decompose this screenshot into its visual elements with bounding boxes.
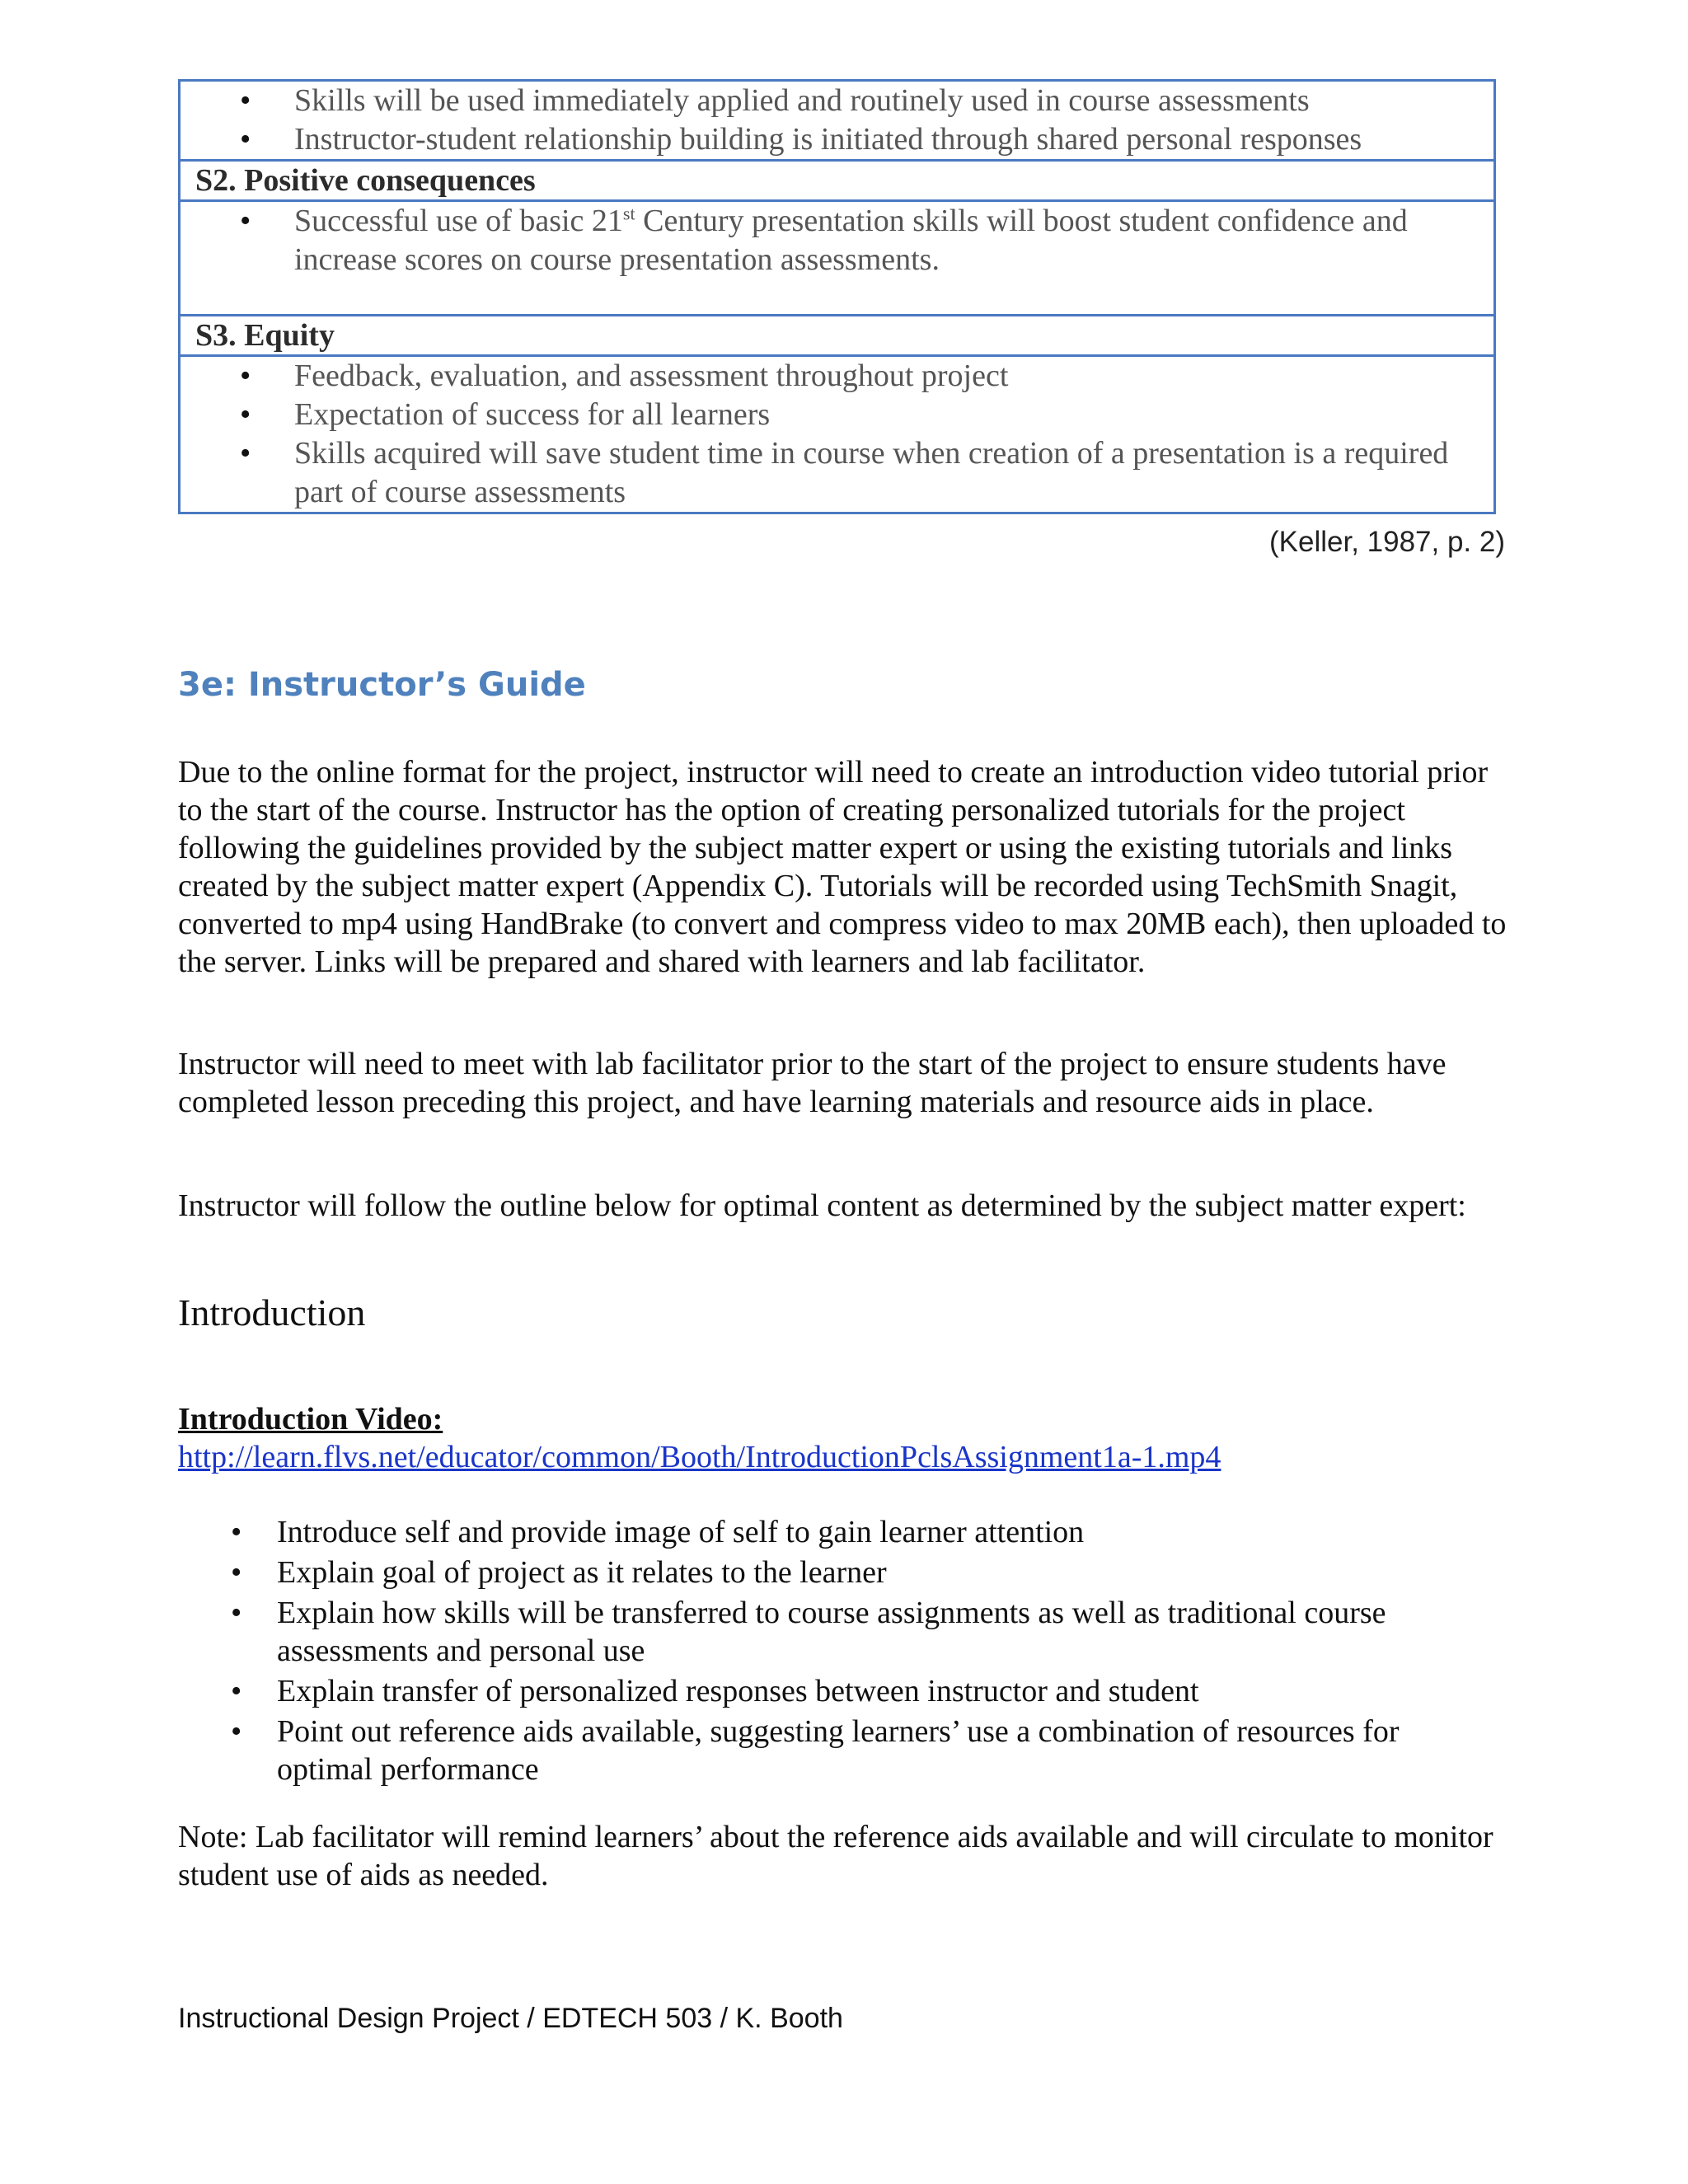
s2-text-post: Century presentation skills will boost student confidence and increase scores on course presentation assessments.: [294, 204, 1408, 277]
list-item: • Skills will be used immediately applied and routinely used in course assessments: [294, 82, 1493, 120]
paragraph-intro-video: Due to the online format for the project, instructor will need to create an introduction video tutorial prior to the start of the course. Instructor has the option of creating personalized tutorials for the project following the guidelines provided by the subject matter expert or using the existing tutorials and links created by the subject matter expert (Appendix C). Tutorials will be recorded using TechSmith Snagit, converted to mp4 using HandBrake (to convert and compress video to max 20MB each), then uploaded to the server. Links will be prepared and shared with learners and lab facilitator.: [178, 755, 1507, 979]
introduction-heading: Introduction: [178, 1291, 366, 1333]
citation: (Keller, 1987, p. 2): [1269, 526, 1505, 558]
note-paragraph: Note: Lab facilitator will remind learners’ about the reference aids available and will circulate to monitor student use of aids as needed.: [178, 1820, 1493, 1892]
page-footer: Instructional Design Project / EDTECH 503 / K. Booth: [178, 2003, 843, 2034]
s2-text-sup: st: [622, 203, 635, 224]
table-header-s2: S2. Positive consequences: [180, 161, 1495, 201]
table-header-s3: S3. Equity: [180, 316, 1495, 356]
introduction-bullet-list: [277, 1513, 1497, 1791]
list-item: • Explain transfer of personalized responses between instructor and student: [277, 1672, 1497, 1710]
list-item: • Introduce self and provide image of self to gain learner attention: [277, 1513, 1497, 1551]
video-link[interactable]: http://learn.flvs.net/educator/common/Booth/IntroductionPclsAssignment1a-1.mp4: [178, 1440, 1221, 1474]
list-item: [294, 202, 1493, 279]
paragraph-outline: Instructor will follow the outline below for optimal content as determined by the subject matter expert:: [178, 1188, 1466, 1223]
s2-text-pre: Successful use of basic 21: [294, 204, 623, 238]
list-item: • Explain goal of project as it relates to the learner: [277, 1554, 1497, 1591]
section-heading: 3e: Instructor’s Guide: [178, 666, 586, 704]
table-row-relevance-bullets: [180, 81, 1495, 161]
list-item: • Explain how skills will be transferred to course assignments as well as traditional course assessments and personal use: [277, 1594, 1497, 1670]
table-row-s2-bullets: [180, 201, 1495, 316]
list-item: • Feedback, evaluation, and assessment throughout project: [294, 357, 1493, 396]
table-row-s3-bullets: [180, 356, 1495, 513]
list-item: • Instructor-student relationship building is initiated through shared personal responses: [294, 120, 1493, 159]
video-label: Introduction Video:: [178, 1402, 443, 1436]
list-item: • Expectation of success for all learners: [294, 396, 1493, 434]
list-item: • Skills acquired will save student time in course when creation of a presentation is a required part of course assessments: [294, 434, 1493, 512]
arcs-table: [178, 79, 1496, 514]
paragraph-lab-facilitator: Instructor will need to meet with lab facilitator prior to the start of the project to ensure students have completed lesson preceding this project, and have learning materials and resource aids in place.: [178, 1047, 1447, 1119]
list-item: • Point out reference aids available, suggesting learners’ use a combination of resources for optimal performance: [277, 1713, 1497, 1788]
